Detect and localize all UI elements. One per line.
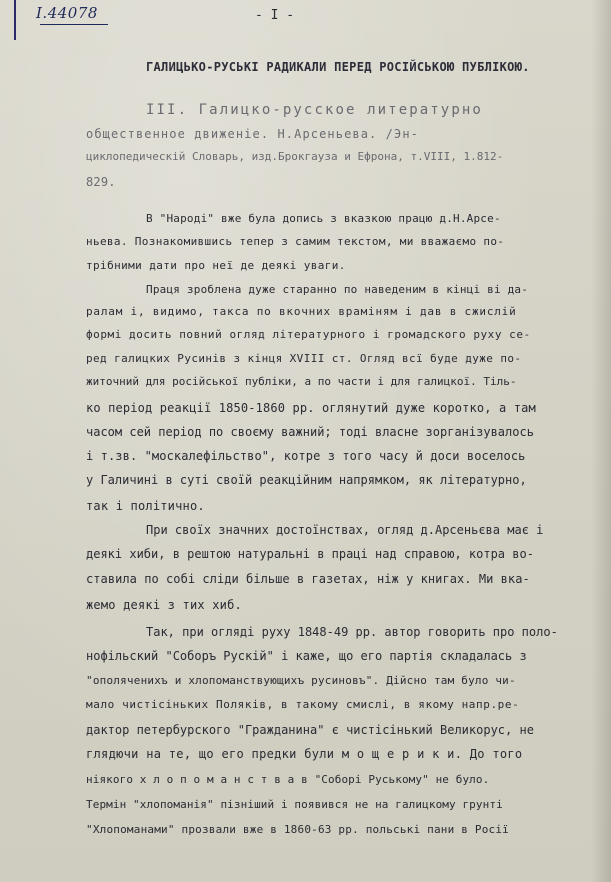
text-line: жемо деякі з тих хиб. (86, 598, 242, 612)
document-title: ГАЛИЦЬКО-РУСЬКІ РАДИКАЛИ ПЕРЕД РОСІЙСЬКОЮ ПУБЛІКОЮ. (146, 60, 530, 74)
text-line: Термін "хлопоманія" пізніший і появився не на галицкому грунті (86, 798, 503, 811)
text-line: Праця зроблена дуже старанно по наведеним в кінці ві да- (146, 283, 529, 296)
text-line: циклопедическiй Словарь, изд.Брокгауза и Ефрона, т.VIII, 1.812- (86, 150, 504, 163)
text-line: ред галицких Русинів з кінця XVIII ст. Огляд всї буде дуже по- (86, 352, 522, 365)
text-line: "ополячениxъ и хлопоманствующихъ русиновъ". Дійсно там було чи- (86, 674, 516, 687)
text-line: глядючи на те, що его предки були м о щ е р и к и. До того (86, 747, 523, 761)
text-line: нофільский "Соборъ Рускій" і каже, що его партія складалась з (86, 649, 527, 663)
archive-number: I.44078 (36, 4, 98, 22)
text-line: ніякого х л о п о м а н с т в а в "Соборі Руському" не було. (86, 773, 490, 786)
text-line: мало чистісіньких Поляків, в такому смислі, в якому напр.ре- (86, 698, 520, 711)
text-line: житочний для російської публіки, а по части і для галицкої. Тіль- (86, 375, 517, 388)
text-line: трібними дати про неї де деякі уваги. (86, 259, 346, 272)
text-line: часом сей період по своєму важний; тоді власне зорганізувалось (86, 425, 534, 439)
text-line: формі досить повний огляд літературного і громадского руху се- (86, 328, 531, 341)
text-line: у Галичині в суті своїй реакційним напрямком, як літературно, (86, 473, 527, 487)
text-line: ставила по собі сліди більше в газетах, ніж у книгах. Ми вка- (86, 572, 530, 586)
text-line: так і політично. (86, 499, 205, 513)
text-line: При своїх значних достоїнствах, огляд д.Арсеньєва має і (146, 523, 544, 537)
text-line: 829. (86, 175, 116, 189)
page-number: - I - (255, 8, 295, 23)
text-line: ньева. Познакомившись тепер з самим текстом, ми вважаємо по- (86, 235, 505, 248)
text-line: III. Галицко-русское литературно (146, 102, 483, 118)
text-line: дактор петербурского "Гражданина" є чистісінький Великорус, не (86, 723, 534, 737)
archive-number-underline (40, 24, 108, 25)
text-line: "Хлопоманами" прозвали вже в 1860-63 рр. польські пани в Росії (86, 823, 509, 836)
text-line: ралам і, видимо, такса по вкочних враміням і дав в сжислій (86, 305, 517, 318)
text-line: общественное движенiе. Н.Арсеньева. /Эн- (86, 127, 419, 141)
text-line: і т.зв. "москалефільство", котре з того часу й доси воселось (86, 449, 526, 463)
text-line: деякі хиби, в рештою натуральні в праці над справою, котра во- (86, 547, 534, 561)
page-edge-shadow (591, 0, 611, 882)
text-line: ко період реакції 1850-1860 рр. оглянутий дуже коротко, а там (86, 401, 536, 415)
text-line: В "Народі" вже була допись з вказкою працю д.Н.Арсе- (146, 212, 501, 225)
margin-mark (14, 0, 16, 40)
text-line: Так, при огляді руху 1848-49 рр. автор говорить про поло- (146, 625, 558, 639)
